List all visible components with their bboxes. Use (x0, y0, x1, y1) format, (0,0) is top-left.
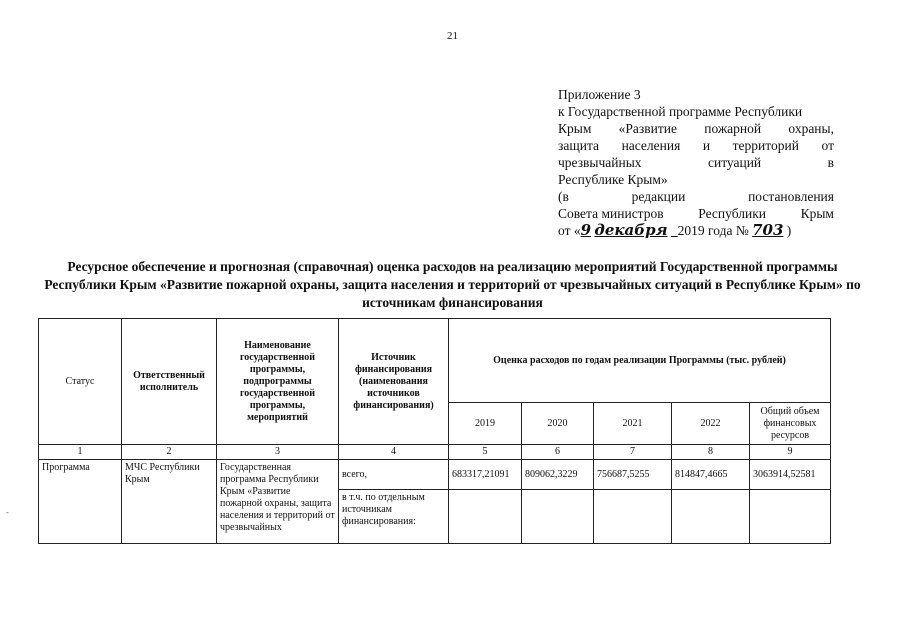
header-year-2021: 2021 (594, 403, 672, 445)
column-number: 4 (339, 445, 449, 460)
appendix-line: Республике Крым» (558, 172, 668, 187)
column-number: 1 (39, 445, 122, 460)
cell-empty (449, 490, 522, 544)
page-number: 21 (447, 30, 458, 42)
column-number: 9 (750, 445, 831, 460)
cell-2022: 814847,4665 (672, 460, 750, 490)
header-status: Статус (39, 319, 122, 445)
header-year-2022: 2022 (672, 403, 750, 445)
decree-date-line: от «9 декабря 2019 года № 703 ) (558, 221, 792, 239)
column-number: 6 (522, 445, 594, 460)
cell-status: Программа (39, 460, 122, 544)
cell-source-total: всего, (339, 460, 449, 490)
header-responsible: Ответственный исполнитель (122, 319, 217, 445)
appendix-block (558, 86, 834, 239)
column-number: 5 (449, 445, 522, 460)
header-funding-source: Источник финансирования (наименования источников финансирования) (339, 319, 449, 445)
column-number: 7 (594, 445, 672, 460)
document-title: Ресурсное обеспечение и прогнозная (справочная) оценка расходов на реализацию мероприятий Государственной программы Республики Крым «Развитие пожарной охраны, защита населения и территорий от чрезвычайных ситуаций в Республике Крым» по источникам финансирования (44, 259, 861, 310)
cell-program-name: Государственная программа Республики Крым «Развитие пожарной охраны, защита населения и территорий от чрезвычайных (217, 460, 339, 544)
column-number: 8 (672, 445, 750, 460)
column-number: 3 (217, 445, 339, 460)
appendix-line: защита населения и территорий от (558, 138, 834, 153)
appendix-line: к Государственной программе Республики (558, 104, 803, 119)
margin-mark: - (6, 508, 9, 517)
cell-empty (750, 490, 831, 544)
column-number: 2 (122, 445, 217, 460)
cell-2020: 809062,3229 (522, 460, 594, 490)
cell-empty (672, 490, 750, 544)
header-program-name: Наименование государственной программы, подпрограммы государственной программы, мероприятий (217, 319, 339, 445)
handwritten-day: 9 (580, 221, 592, 239)
cell-responsible: МЧС Республики Крым (122, 460, 217, 544)
header-total: Общий объем финансовых ресурсов (750, 403, 831, 445)
handwritten-month: декабря (594, 221, 668, 239)
appendix-line: Совета министров Республики Крым (558, 206, 834, 221)
header-expense-estimate: Оценка расходов по годам реализации Программы (тыс. рублей) (449, 319, 831, 403)
cell-empty (522, 490, 594, 544)
cell-2019: 683317,21091 (449, 460, 522, 490)
handwritten-number: 703 (752, 221, 784, 239)
appendix-line: (в редакции постановления (558, 189, 834, 204)
budget-table (38, 318, 831, 544)
cell-total: 3063914,52581 (750, 460, 831, 490)
cell-empty (594, 490, 672, 544)
header-year-2020: 2020 (522, 403, 594, 445)
appendix-title: Приложение 3 (558, 87, 641, 102)
appendix-line: чрезвычайных ситуаций в (558, 155, 834, 170)
cell-source-detail: в т.ч. по отдельным источникам финансирования: (339, 490, 449, 544)
cell-2021: 756687,5255 (594, 460, 672, 490)
appendix-line: Крым «Развитие пожарной охраны, (558, 121, 834, 136)
header-year-2019: 2019 (449, 403, 522, 445)
